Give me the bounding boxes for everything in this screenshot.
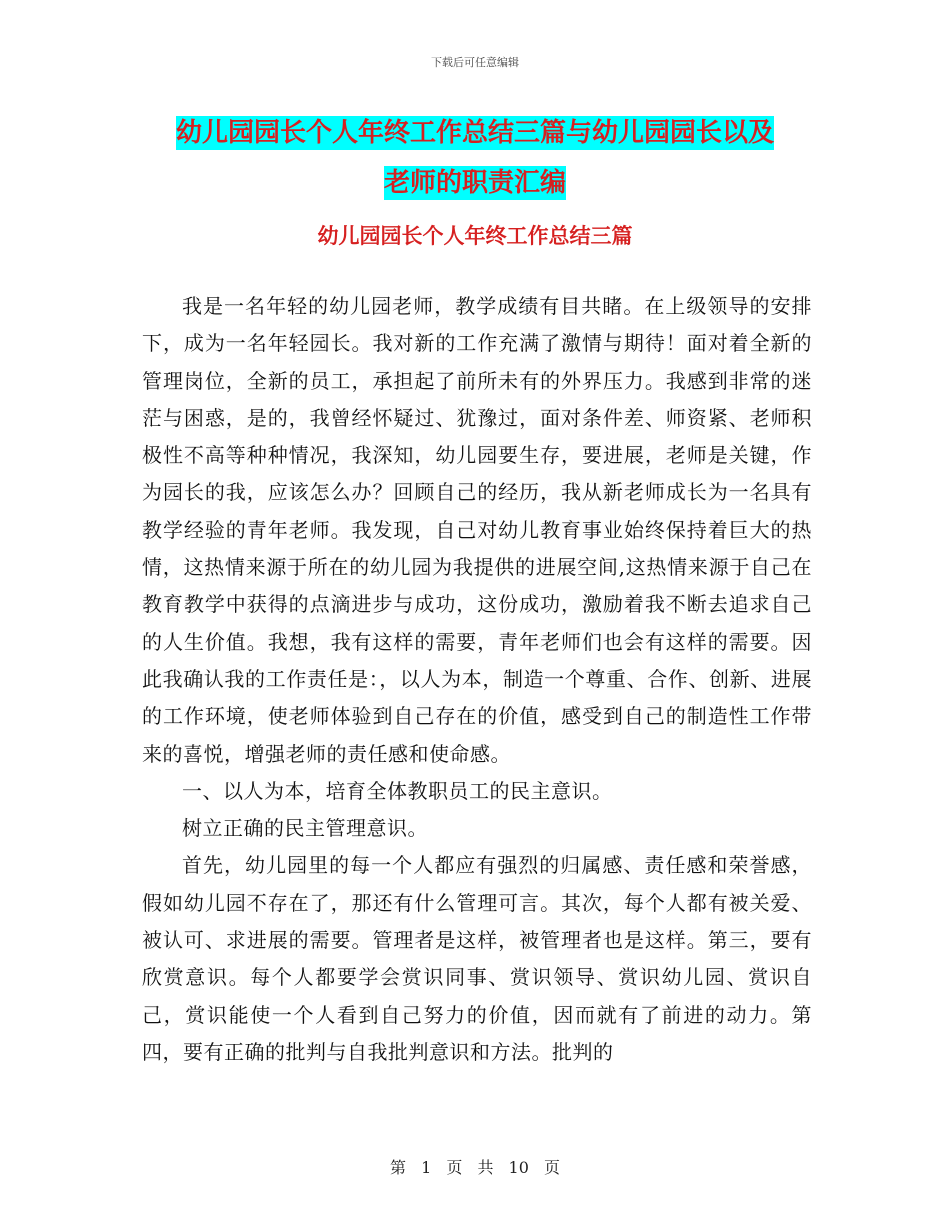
paragraph: 树立正确的民主管理意识。 xyxy=(182,816,428,841)
paragraph: 首先，幼儿园里的每一个人都应有强烈的归属感、责任感和荣誉感，假如幼儿园不存在了，那还有什么管理可言。其次，每个人都有被关爱、被认可、求进展的需要。管理者是这样，被管理者也是这样。第三，要有欣赏意识。每个人都要学会赏识同事、赏识领导、赏识幼儿园、赏识自己，赏识能使一个人看到自己努力的价值，因而就有了前进的动力。第四，要有正确的批判与自我批判意识和方法。批判的 xyxy=(142,853,812,1064)
paragraph: 一、以人为本，培育全体教职员工的民主意识。 xyxy=(182,778,613,803)
document-body xyxy=(142,288,812,1071)
section-heading: 幼儿园园长个人年终工作总结三篇 xyxy=(317,224,633,248)
document-title-line-1: 幼儿园园长个人年终工作总结三篇与幼儿园园长以及 xyxy=(175,118,774,148)
document-title-line-2: 老师的职责汇编 xyxy=(383,168,566,198)
page-header-note: 下载后可任意编辑 xyxy=(431,56,519,69)
paragraph: 我是一名年轻的幼儿园老师，教学成绩有目共睹。在上级领导的安排下，成为一名年轻园长。我对新的工作充满了激情与期待！面对着全新的管理岗位，全新的员工，承担起了前所未有的外界压力。我感到非常的迷茫与困惑，是的，我曾经怀疑过、犹豫过，面对条件差、师资紧、老师积极性不高等种种情况，我深知，幼儿园要生存，要进展，老师是关键，作为园长的我，应该怎么办？回顾自己的经历，我从新老师成长为一名具有教学经验的青年老师。我发现，自己对幼儿教育事业始终保持着巨大的热情，这热情来源于所在的幼儿园为我提供的进展空间,这热情来源于自己在教育教学中获得的点滴进步与成功，这份成功，激励着我不断去追求自己的人生价值。我想，我有这样的需要，青年老师们也会有这样的需要。因此我确认我的工作责任是：，以人为本，制造一个尊重、合作、创新、进展的工作环境，使老师体验到自己存在的价值，感受到自己的制造性工作带来的喜悦，增强老师的责任感和使命感。 xyxy=(142,294,812,766)
page-number: 第 1 页 共 10 页 xyxy=(390,1158,560,1177)
document-title xyxy=(140,108,810,208)
